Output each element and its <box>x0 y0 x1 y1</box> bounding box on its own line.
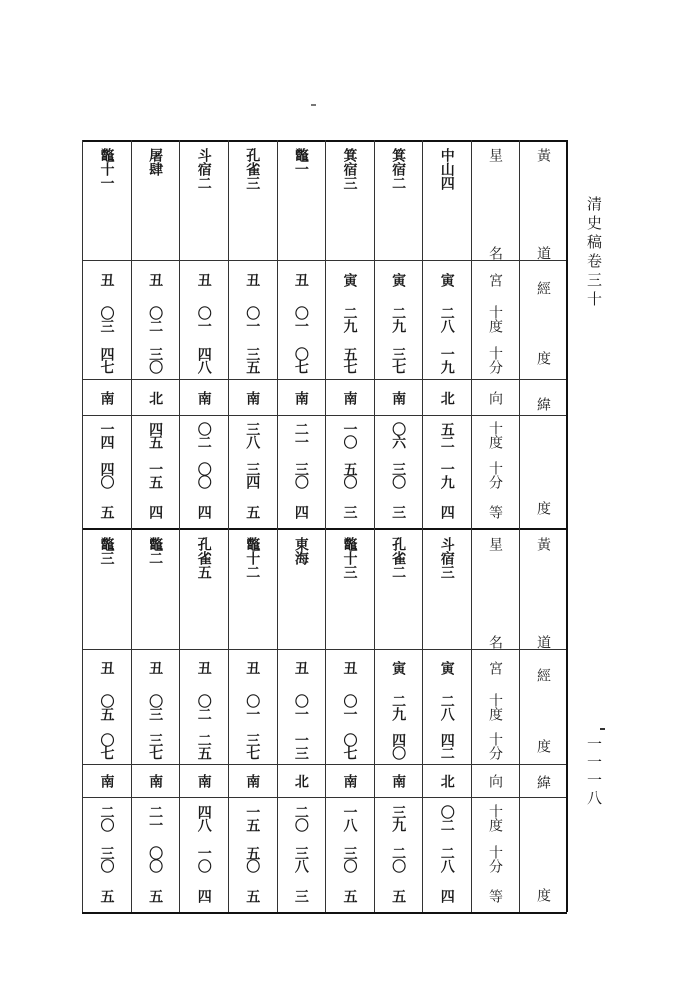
star-deg-cell: 〇五 <box>98 694 115 720</box>
star-mag-cell: 五 <box>244 888 261 903</box>
star-min-cell: 三七 <box>244 733 261 759</box>
star-lat-deg-cell: 一四 <box>98 422 115 448</box>
column-rule <box>471 140 472 912</box>
column-rule <box>325 140 326 912</box>
star-lat-min-cell: 二八 <box>438 846 455 872</box>
page-number: 一一一八 <box>585 736 603 808</box>
column-rule <box>519 140 520 912</box>
star-dir-cell: 南 <box>98 774 115 788</box>
star-gong-cell: 寅 <box>438 661 455 675</box>
margin-mark <box>600 728 605 730</box>
star-gong-cell: 丑 <box>98 661 115 675</box>
star-lat-deg-cell: 三九 <box>390 805 407 831</box>
star-dir-cell: 南 <box>244 774 261 788</box>
star-min-cell: 二五 <box>195 733 212 759</box>
header-xiang: 向 <box>487 390 503 405</box>
header-du: 度 <box>535 739 551 753</box>
star-gong-cell: 丑 <box>292 661 309 675</box>
star-deg-cell: 〇一 <box>195 306 212 332</box>
star-mag-cell: 五 <box>341 888 358 903</box>
star-mag-cell: 四 <box>195 888 212 903</box>
star-gong-cell: 丑 <box>292 273 309 287</box>
star-mag-cell: 四 <box>147 504 164 519</box>
star-catalog-table <box>82 140 567 912</box>
margin-mark <box>311 104 316 106</box>
column-rule <box>422 140 423 912</box>
star-lat-deg-cell: 四五 <box>147 422 164 448</box>
header-name: 名 <box>487 246 503 260</box>
star-lat-deg-cell: 五二 <box>438 422 455 448</box>
star-lat-deg-cell: 〇六 <box>390 422 407 448</box>
star-name-cell: 鼈十三 <box>341 537 358 579</box>
star-gong-cell: 丑 <box>147 273 164 287</box>
star-gong-cell: 丑 <box>244 273 261 287</box>
star-lat-deg-cell: 三八 <box>244 422 261 448</box>
star-min-cell: 〇七 <box>292 346 309 373</box>
star-mag-cell: 五 <box>390 888 407 903</box>
star-lat-deg-cell: 四八 <box>195 805 212 831</box>
star-name-cell: 鼈二 <box>147 537 164 565</box>
star-lat-deg-cell: 一八 <box>341 805 358 831</box>
header-gong: 宮 <box>487 661 503 675</box>
star-lat-min-cell: 〇〇 <box>147 846 164 872</box>
header-du2: 度 <box>535 501 551 515</box>
star-deg-cell: 〇一 <box>244 694 261 720</box>
header-shifen: 十分 <box>487 345 503 374</box>
column-rule <box>82 140 83 912</box>
star-lat-deg-cell: 二〇 <box>292 805 309 831</box>
header-du2: 度 <box>535 888 551 902</box>
star-dir-cell: 南 <box>195 774 212 788</box>
star-min-cell: 〇七 <box>98 733 115 759</box>
running-title: 清史稿卷三十 <box>585 196 603 310</box>
star-lat-min-cell: 三四 <box>244 462 261 488</box>
star-deg-cell: 二九 <box>341 306 358 332</box>
header-jing: 經 <box>535 281 551 295</box>
star-dir-cell: 南 <box>244 390 261 405</box>
star-gong-cell: 丑 <box>244 661 261 675</box>
star-lat-min-cell: 一九 <box>438 462 455 488</box>
star-deg-cell: 〇一 <box>292 694 309 720</box>
header-wei: 緯 <box>535 775 551 789</box>
star-gong-cell: 寅 <box>390 273 407 287</box>
star-deg-cell: 〇三 <box>147 694 164 720</box>
header-huang: 黃 <box>535 148 551 162</box>
header-gong: 宮 <box>487 273 503 287</box>
header-shidu: 十度 <box>487 305 503 333</box>
star-mag-cell: 四 <box>292 504 309 519</box>
star-min-cell: 五七 <box>341 346 358 373</box>
star-gong-cell: 丑 <box>195 661 212 675</box>
header-star: 星 <box>487 148 503 162</box>
star-dir-cell: 北 <box>292 774 309 788</box>
star-lat-min-cell: 五〇 <box>341 462 358 488</box>
header-shidu2: 十度 <box>487 421 503 449</box>
star-lat-min-cell: 一〇 <box>195 846 212 872</box>
header-xiang: 向 <box>487 774 503 788</box>
star-deg-cell: 〇一 <box>244 306 261 332</box>
star-mag-cell: 五 <box>147 888 164 903</box>
star-min-cell: 四〇 <box>390 733 407 759</box>
star-name-cell: 孔雀二 <box>390 537 407 579</box>
star-gong-cell: 寅 <box>390 661 407 675</box>
star-name-cell: 箕宿三 <box>341 148 358 190</box>
star-deg-cell: 〇一 <box>341 694 358 720</box>
header-name: 名 <box>487 635 503 649</box>
header-jing: 經 <box>535 668 551 682</box>
star-mag-cell: 五 <box>244 504 261 519</box>
star-lat-min-cell: 二〇 <box>390 846 407 872</box>
star-lat-min-cell: 四〇 <box>98 462 115 488</box>
star-gong-cell: 丑 <box>147 661 164 675</box>
star-min-cell: 一三 <box>292 733 309 759</box>
star-dir-cell: 南 <box>195 390 212 405</box>
header-dao: 道 <box>535 635 551 649</box>
column-rule <box>179 140 180 912</box>
star-name-cell: 鼈一 <box>292 148 309 176</box>
star-lat-deg-cell: 一五 <box>244 805 261 831</box>
header-deng: 等 <box>487 888 503 903</box>
star-dir-cell: 北 <box>438 390 455 405</box>
star-gong-cell: 丑 <box>341 661 358 675</box>
star-dir-cell: 南 <box>98 390 115 405</box>
star-min-cell: 一九 <box>438 346 455 373</box>
star-name-cell: 箕宿二 <box>390 148 407 190</box>
star-mag-cell: 三 <box>292 888 309 903</box>
column-rule <box>131 140 132 912</box>
star-min-cell: 三七 <box>147 733 164 759</box>
header-shidu: 十度 <box>487 693 503 721</box>
header-wei: 緯 <box>535 397 551 411</box>
star-mag-cell: 四 <box>438 504 455 519</box>
star-deg-cell: 〇一 <box>292 306 309 332</box>
star-lat-min-cell: 三〇 <box>292 462 309 488</box>
star-lat-min-cell: 五〇 <box>244 846 261 872</box>
star-deg-cell: 二九 <box>390 306 407 332</box>
star-deg-cell: 〇二 <box>147 306 164 332</box>
header-shidu2: 十度 <box>487 804 503 832</box>
star-mag-cell: 五 <box>98 888 115 903</box>
star-dir-cell: 南 <box>341 390 358 405</box>
star-gong-cell: 丑 <box>195 273 212 287</box>
star-dir-cell: 北 <box>438 774 455 788</box>
star-dir-cell: 北 <box>147 390 164 405</box>
star-deg-cell: 〇三 <box>98 306 115 332</box>
star-deg-cell: 二八 <box>438 306 455 332</box>
star-gong-cell: 寅 <box>341 273 358 287</box>
star-lat-min-cell: 三八 <box>292 846 309 872</box>
star-name-cell: 東海 <box>292 537 309 565</box>
column-rule <box>374 140 375 912</box>
header-huang: 黃 <box>535 537 551 551</box>
star-dir-cell: 南 <box>147 774 164 788</box>
star-lat-min-cell: 一五 <box>147 462 164 488</box>
star-lat-deg-cell: 〇二 <box>195 422 212 448</box>
star-min-cell: 四七 <box>98 346 115 373</box>
star-gong-cell: 寅 <box>438 273 455 287</box>
star-lat-deg-cell: 〇二 <box>438 805 455 831</box>
star-min-cell: 三五 <box>244 346 261 373</box>
star-mag-cell: 三 <box>341 504 358 519</box>
star-name-cell: 孔雀五 <box>195 537 212 579</box>
star-min-cell: 四二 <box>438 733 455 759</box>
star-name-cell: 屠肆 <box>147 148 164 176</box>
star-dir-cell: 南 <box>292 390 309 405</box>
star-name-cell: 鼈十一 <box>98 148 115 190</box>
header-deng: 等 <box>487 504 503 519</box>
star-lat-deg-cell: 二一 <box>292 422 309 448</box>
column-rule <box>277 140 278 912</box>
star-gong-cell: 丑 <box>98 273 115 287</box>
star-mag-cell: 五 <box>98 504 115 519</box>
star-lat-min-cell: 〇〇 <box>195 462 212 488</box>
star-dir-cell: 南 <box>390 774 407 788</box>
table-border-right <box>566 140 568 912</box>
star-name-cell: 孔雀三 <box>244 148 261 190</box>
table-rule <box>82 912 567 914</box>
star-deg-cell: 二八 <box>438 694 455 720</box>
column-rule <box>228 140 229 912</box>
star-mag-cell: 四 <box>195 504 212 519</box>
header-shifen2: 十分 <box>487 461 503 489</box>
star-name-cell: 鼈十二 <box>244 537 261 579</box>
star-lat-deg-cell: 二一 <box>147 805 164 831</box>
header-du: 度 <box>535 351 551 365</box>
star-name-cell: 斗宿二 <box>195 148 212 190</box>
star-lat-deg-cell: 一〇 <box>341 422 358 448</box>
star-mag-cell: 三 <box>390 504 407 519</box>
star-deg-cell: 二九 <box>390 694 407 720</box>
star-lat-min-cell: 三〇 <box>390 462 407 488</box>
star-min-cell: 三七 <box>390 346 407 373</box>
star-min-cell: 〇七 <box>341 733 358 759</box>
star-dir-cell: 南 <box>390 390 407 405</box>
star-lat-min-cell: 三〇 <box>98 846 115 872</box>
star-mag-cell: 四 <box>438 888 455 903</box>
header-shifen: 十分 <box>487 732 503 760</box>
star-min-cell: 三〇 <box>147 346 164 373</box>
star-min-cell: 四八 <box>195 346 212 373</box>
header-dao: 道 <box>535 246 551 260</box>
star-lat-min-cell: 三〇 <box>341 846 358 872</box>
star-deg-cell: 〇二 <box>195 694 212 720</box>
header-star: 星 <box>487 537 503 551</box>
star-name-cell: 鼈三 <box>98 537 115 565</box>
star-lat-deg-cell: 二〇 <box>98 805 115 831</box>
header-shifen2: 十分 <box>487 845 503 873</box>
star-name-cell: 斗宿三 <box>438 537 455 579</box>
star-name-cell: 中山四 <box>438 148 455 190</box>
star-dir-cell: 南 <box>341 774 358 788</box>
